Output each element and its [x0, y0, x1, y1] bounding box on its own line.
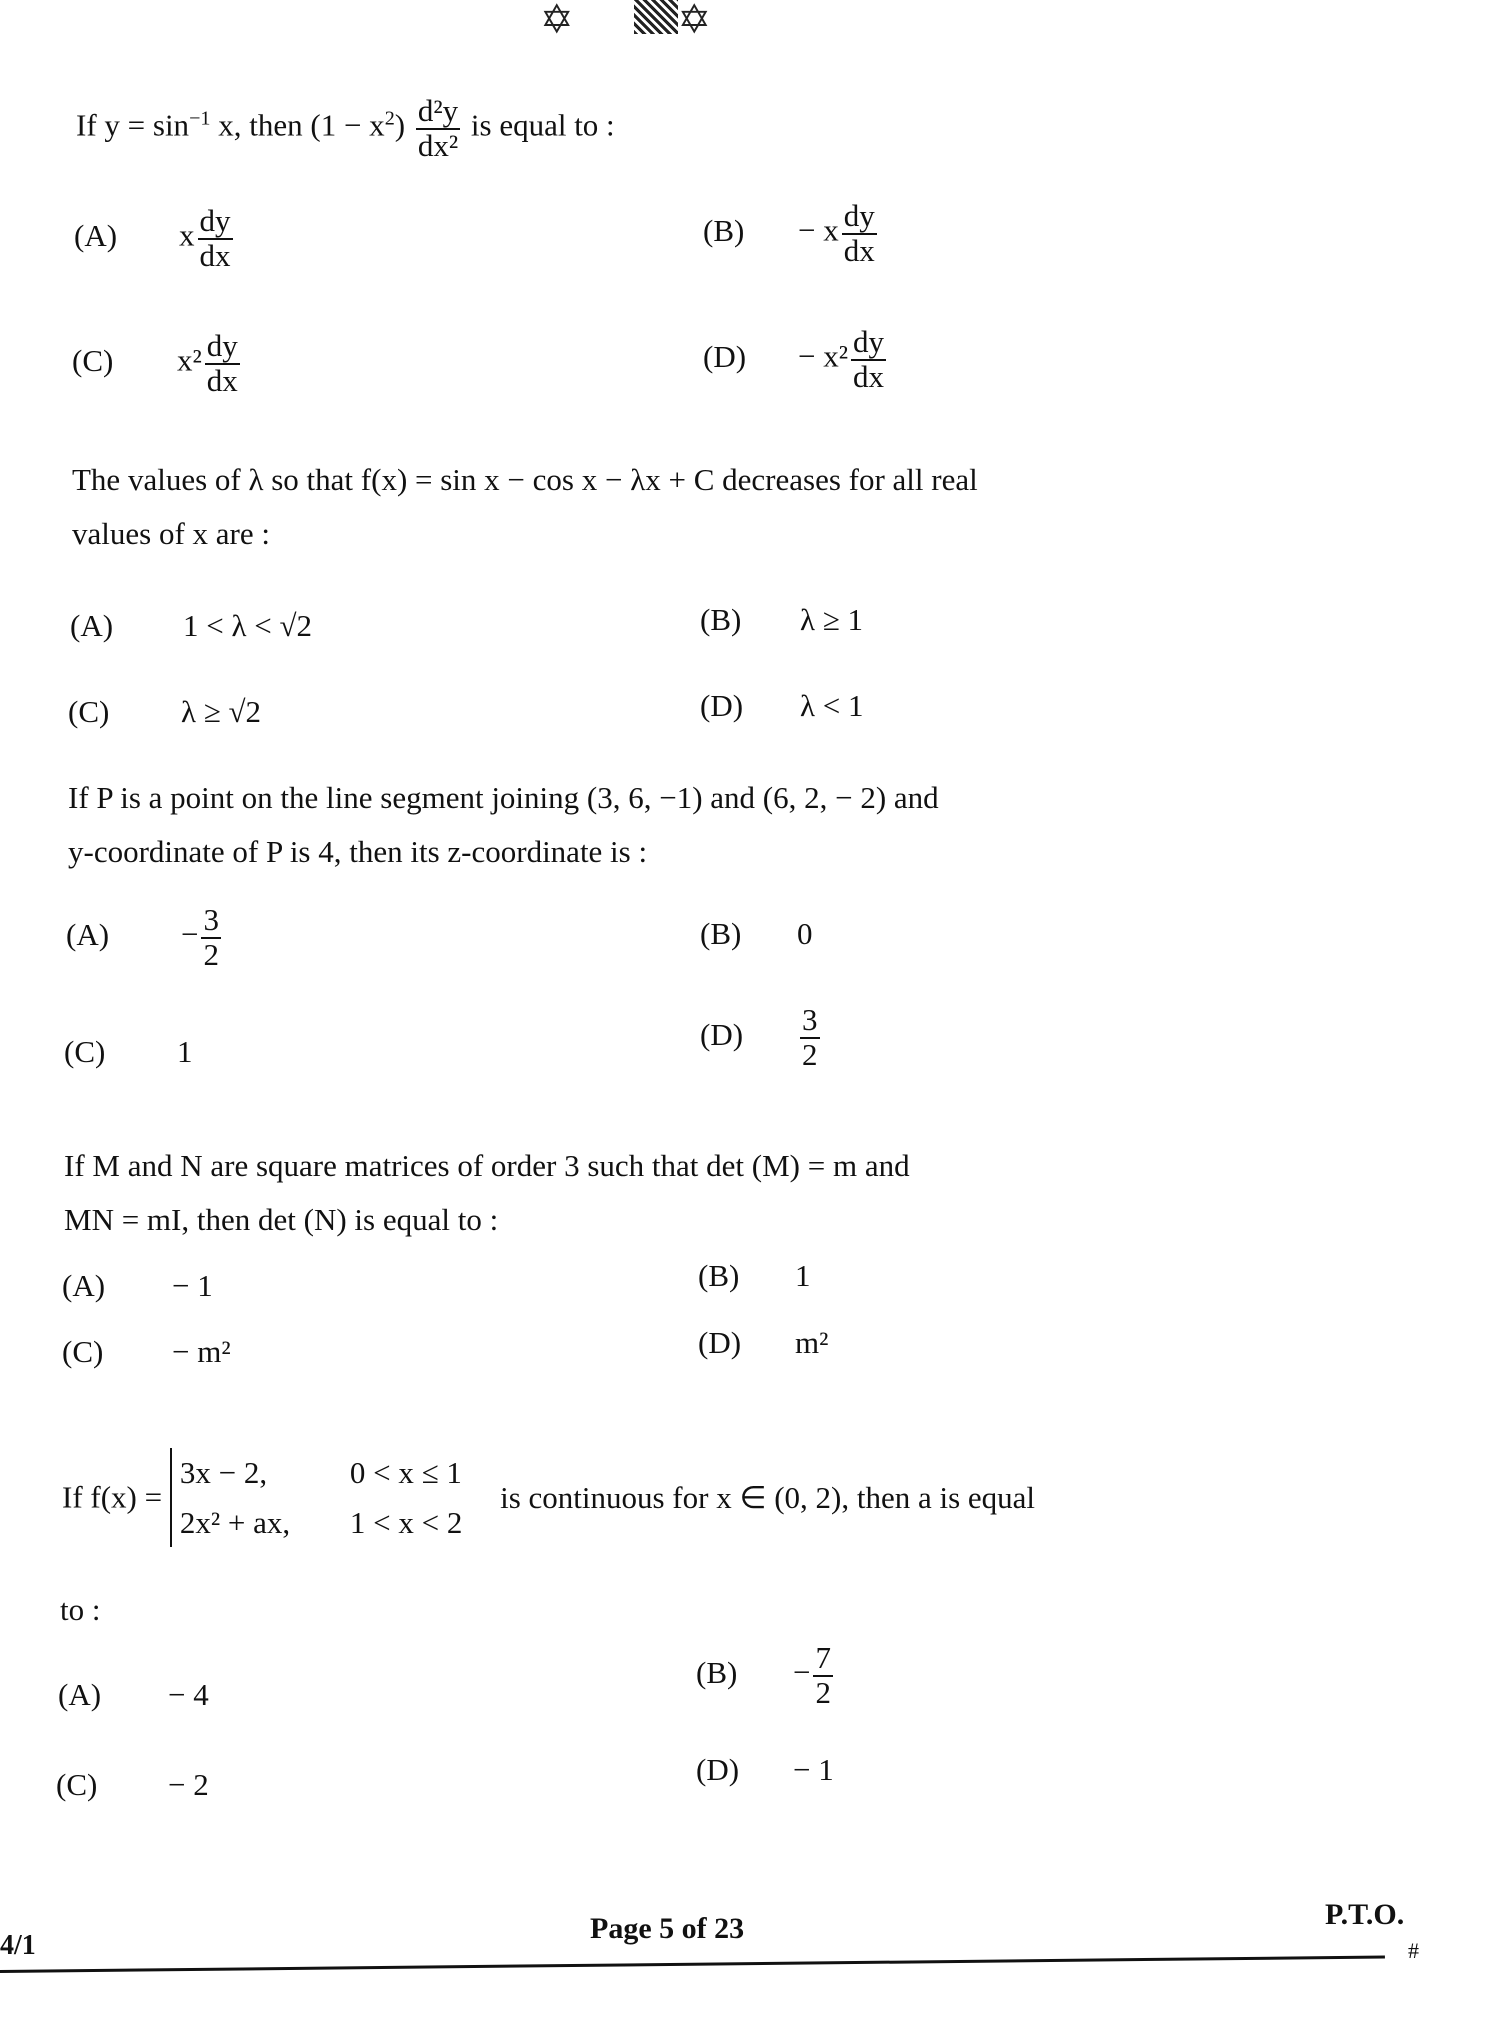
case-expression: 2x² + ax,	[179, 1504, 291, 1540]
text: )	[394, 107, 406, 143]
fraction	[813, 1642, 833, 1709]
option-label: (C)	[64, 1034, 106, 1069]
question-2-line2: values of x are :	[72, 516, 270, 551]
fraction	[842, 200, 877, 267]
q2-option-b[interactable]	[700, 602, 863, 638]
q5-option-a[interactable]	[58, 1677, 209, 1713]
option-text: − 4	[168, 1677, 209, 1712]
denominator: dx	[206, 362, 238, 398]
option-label: (D)	[698, 1325, 742, 1360]
header-marks	[540, 0, 771, 40]
footer-divider	[0, 1955, 1385, 1973]
paper-code: 4/1	[0, 1930, 36, 1961]
q4-option-a[interactable]	[62, 1268, 213, 1304]
case-expression: 3x − 2,	[179, 1455, 268, 1490]
page-number: Page 5 of 23	[590, 1912, 745, 1945]
q1-option-c[interactable]	[72, 330, 243, 397]
option-label: (A)	[58, 1677, 102, 1712]
option-label: (C)	[72, 342, 114, 378]
option-text: 1 < λ < √2	[183, 608, 313, 643]
denominator: 2	[802, 1036, 818, 1072]
q3-option-a[interactable]	[66, 904, 224, 971]
option-label: (C)	[62, 1334, 104, 1369]
question-4-line1: If M and N are square matrices of order 3 such that det (M) = m and	[64, 1148, 910, 1183]
case-condition: 0 < x ≤ 1	[349, 1455, 462, 1490]
q2-option-d[interactable]	[700, 688, 864, 724]
option-text: λ ≥ √2	[181, 694, 262, 729]
option-text: m²	[795, 1325, 829, 1360]
star-icon: ✡	[540, 0, 634, 42]
option-text: − 1	[793, 1752, 834, 1787]
question-3-line1: If P is a point on the line segment joining (3, 6, −1) and (6, 2, − 2) and	[68, 780, 939, 815]
option-label: (B)	[698, 1258, 740, 1293]
option-label: (B)	[700, 916, 742, 951]
fraction	[205, 330, 240, 397]
option-text: λ < 1	[800, 688, 864, 723]
fraction	[800, 1004, 820, 1071]
question-2-line1: The values of λ so that f(x) = sin x − cos x − λx + C decreases for all real	[72, 462, 978, 497]
numerator: dy	[199, 203, 231, 238]
option-text: − 2	[168, 1767, 209, 1802]
option-label: (D)	[700, 1016, 744, 1052]
q2-option-c[interactable]	[68, 694, 261, 730]
denominator: dx	[843, 232, 875, 268]
numerator: 3	[802, 1002, 818, 1037]
option-label: (B)	[703, 212, 745, 248]
q3-option-b[interactable]	[700, 916, 813, 952]
pto-label: P.T.O.	[1325, 1898, 1405, 1931]
text: −	[793, 1654, 811, 1690]
denominator: dx²	[417, 127, 459, 163]
text: x	[179, 217, 195, 253]
fraction	[416, 95, 460, 162]
option-label: (A)	[66, 916, 110, 952]
option-label: (D)	[700, 688, 744, 723]
option-label: (A)	[74, 217, 118, 253]
numerator: dy	[843, 198, 875, 233]
text: x²	[177, 342, 202, 378]
denominator: 2	[203, 936, 219, 972]
question-5-stem	[62, 1448, 1035, 1547]
text: If y = sin	[76, 107, 190, 143]
q5-option-c[interactable]	[56, 1767, 209, 1803]
qr-code-icon	[634, 0, 678, 34]
denominator: dx	[853, 358, 885, 394]
q4-option-d[interactable]	[698, 1325, 828, 1361]
text: is equal to :	[470, 107, 615, 143]
numerator: 7	[815, 1640, 831, 1675]
option-text: − 1	[172, 1268, 213, 1303]
q2-option-a[interactable]	[70, 608, 312, 644]
hash-mark: #	[1408, 1938, 1419, 1963]
denominator: dx	[199, 237, 231, 273]
text: − x²	[798, 338, 849, 374]
q1-option-d[interactable]	[703, 326, 889, 393]
option-text: 1	[177, 1034, 193, 1069]
q3-option-c[interactable]	[64, 1034, 193, 1070]
fraction	[851, 326, 886, 393]
text: x, then (1 − x	[210, 107, 385, 143]
q4-option-c[interactable]	[62, 1334, 231, 1370]
question-3-line2: y-coordinate of P is 4, then its z-coordinate is :	[68, 834, 648, 869]
option-text: 1	[795, 1258, 811, 1293]
numerator: 3	[203, 902, 219, 937]
fraction	[198, 205, 233, 272]
option-text: 0	[797, 916, 813, 951]
text: − x	[798, 212, 839, 248]
fraction	[201, 904, 221, 971]
option-label: (C)	[56, 1767, 98, 1802]
denominator: 2	[815, 1674, 831, 1710]
option-label: (B)	[700, 602, 742, 637]
q4-option-b[interactable]	[698, 1258, 811, 1294]
q1-option-a[interactable]	[74, 205, 236, 272]
question-4-line2: MN = mI, then det (N) is equal to :	[64, 1202, 499, 1237]
q3-option-d[interactable]	[700, 1004, 823, 1071]
text: 2	[384, 107, 395, 130]
option-label: (A)	[62, 1268, 106, 1303]
q5-option-d[interactable]	[696, 1752, 834, 1788]
option-text: − m²	[172, 1334, 231, 1369]
option-label: (B)	[696, 1654, 738, 1690]
numerator: d²y	[417, 93, 459, 128]
numerator: dy	[853, 324, 885, 359]
question-5-line2: to :	[60, 1592, 101, 1627]
option-label: (D)	[703, 338, 747, 374]
numerator: dy	[206, 328, 238, 363]
piecewise-function	[170, 1448, 462, 1547]
q1-option-b[interactable]	[703, 200, 880, 267]
option-text: λ ≥ 1	[800, 602, 864, 637]
option-label: (C)	[68, 694, 110, 729]
q5-option-b[interactable]	[696, 1642, 836, 1709]
case-condition: 1 < x < 2	[349, 1504, 463, 1540]
question-1-stem	[76, 95, 615, 162]
text: If f(x) =	[62, 1479, 163, 1515]
text: is continuous for x ∈ (0, 2), then a is equal	[500, 1479, 1036, 1515]
option-label: (D)	[696, 1752, 740, 1787]
option-label: (A)	[70, 608, 114, 643]
text: −1	[189, 107, 211, 130]
star-icon: ✡	[677, 0, 772, 42]
text: −	[181, 916, 199, 952]
